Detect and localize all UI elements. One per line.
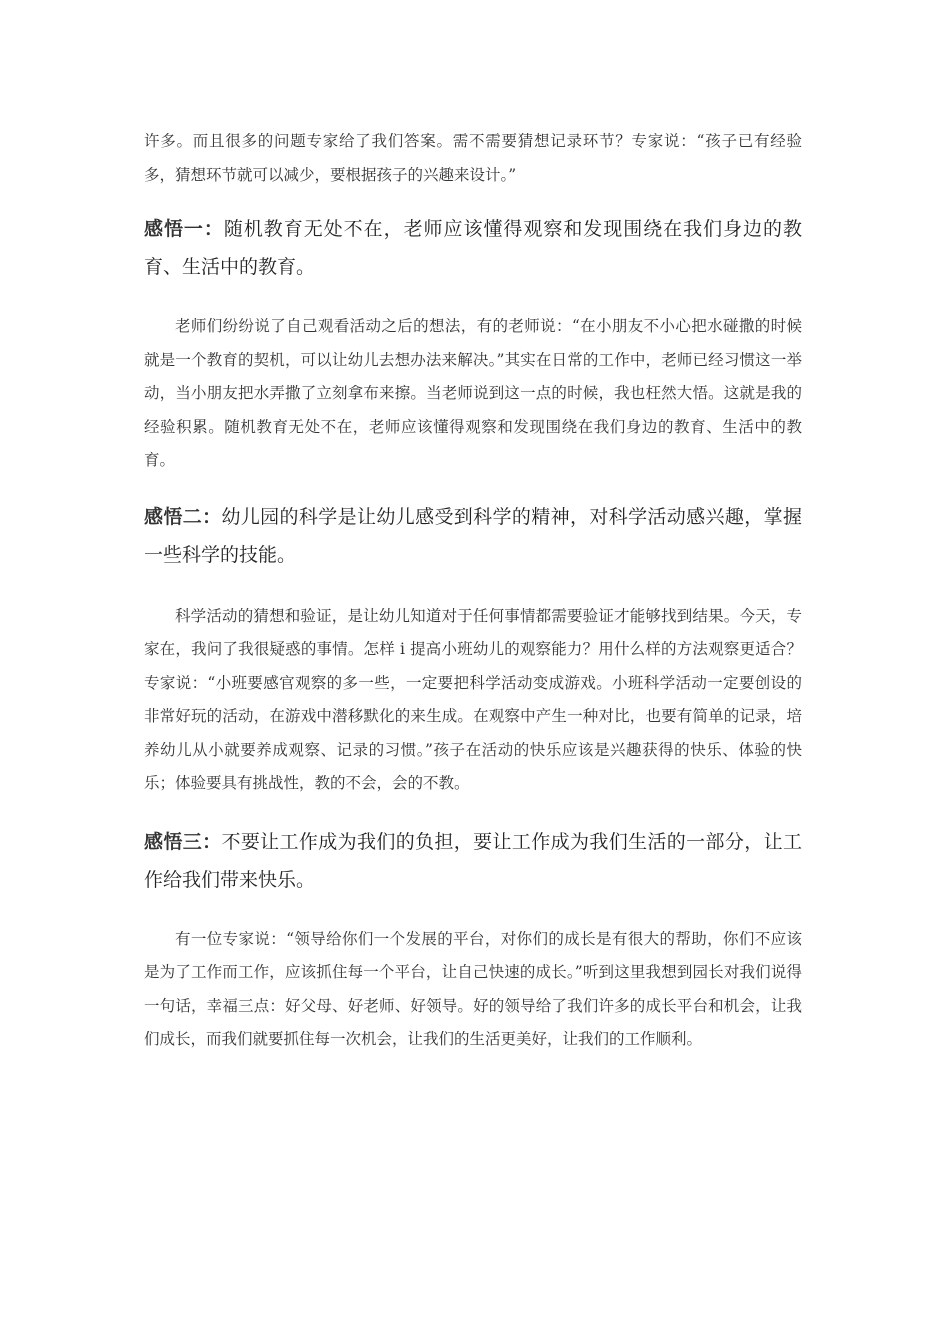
insight-two-heading [144,498,802,574]
insight-three-heading [144,823,802,899]
insight-one-label: 感悟一： [144,218,224,240]
intro-paragraph: 许多。而且很多的问题专家给了我们答案。需不需要猜想记录环节？专家说：“孩子已有经验多，猜想环节就可以减少，要根据孩子的兴趣来设计。” [144,132,802,184]
insight-two-text: 幼儿园的科学是让幼儿感受到科学的精神，对科学活动感兴趣，掌握一些科学的技能。 [144,505,802,566]
insight-three-text: 不要让工作成为我们的负担，要让工作成为我们生活的一部分，让工作给我们带来快乐。 [144,830,802,891]
insight-three-label: 感悟三： [144,830,222,853]
insight-one-paragraph: 老师们纷纷说了自己观看活动之后的想法，有的老师说：“在小朋友不小心把水碰撒的时候就是一个教育的契机，可以让幼儿去想办法来解决。”其实在日常的工作中，老师已经习惯这一举动，当小朋友把水弄撒了立刻拿布来擦。当老师说到这一点的时候，我也枉然大悟。这就是我的经验积累。随机教育无处不在，老师应该懂得观察和发现围绕在我们身边的教育、生活中的教育。 [144,317,802,469]
insight-three-paragraph: 有一位专家说：“领导给你们一个发展的平台，对你们的成长是有很大的帮助，你们不应该是为了工作而工作，应该抓住每一个平台，让自己快速的成长。”听到这里我想到园长对我们说得一句话，幸福三点：好父母、好老师、好领导。好的领导给了我们许多的成长平台和机会，让我们成长，而我们就要抓住每一次机会，让我们的生活更美好，让我们的工作顺利。 [144,929,802,1048]
insight-two-paragraph: 科学活动的猜想和验证，是让幼儿知道对于任何事情都需要验证才能够找到结果。今天，专家在，我问了我很疑惑的事情。怎样 i 提高小班幼儿的观察能力？用什么样的方法观察更适合？专家说：“小班要感官观察的多一些，一定要把科学活动变成游戏。小班科学活动一定要创设的非常好玩的活动，在游戏中潜移默化的来生成。在观察中产生一种对比，也要有简单的记录，培养幼儿从小就要养成观察、记录的习惯。”孩子在活动的快乐应该是兴趣获得的快乐、体验的快乐；体验要具有挑战性，教的不会，会的不教。 [144,606,802,792]
insight-one-text: 随机教育无处不在，老师应该懂得观察和发现围绕在我们身边的教育、生活中的教育。 [144,218,802,278]
insight-one-heading [144,210,802,286]
insight-two-label: 感悟二： [144,505,222,528]
